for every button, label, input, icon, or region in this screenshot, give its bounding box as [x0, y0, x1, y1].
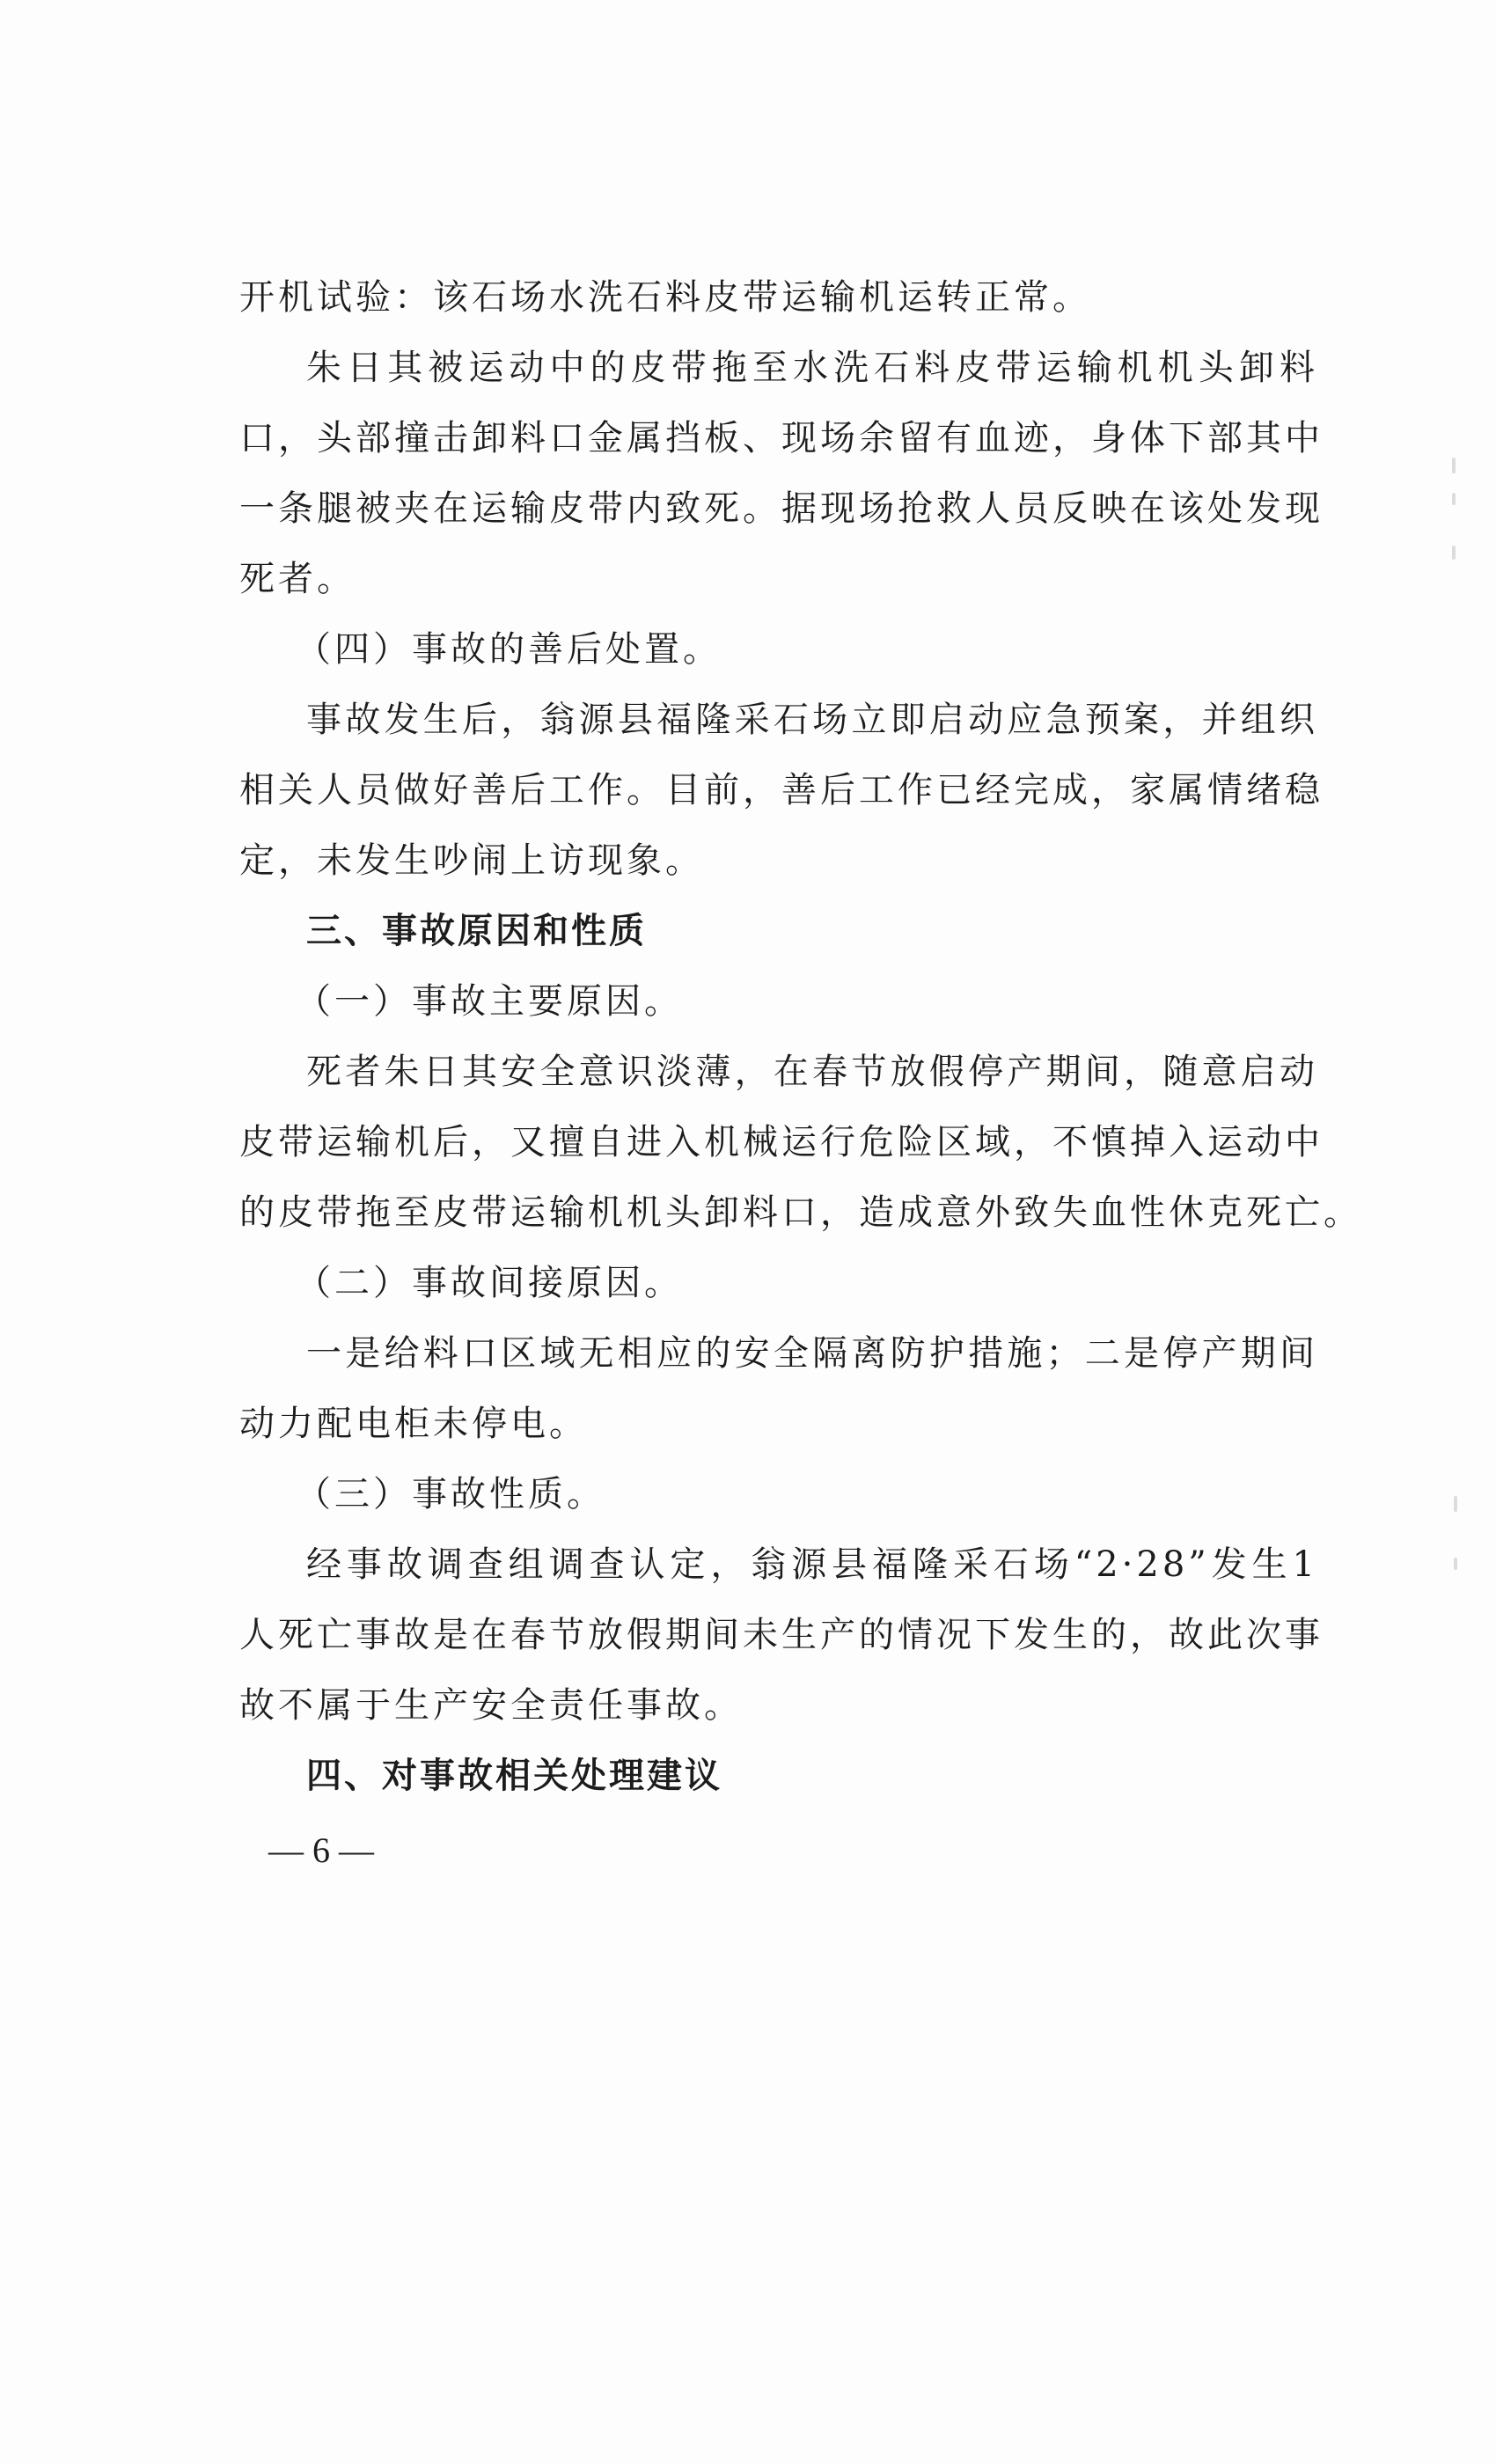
page-number: — 6 — [268, 1830, 374, 1870]
paragraph-line: 相关人员做好善后工作。目前，善后工作已经完成，家属情绪稳 [239, 770, 1324, 810]
section-heading: 三、事故原因和性质 [306, 911, 647, 951]
paragraph-line: 故不属于生产安全责任事故。 [239, 1685, 743, 1726]
paragraph-line: 一是给料口区域无相应的安全隔离防护措施；二是停产期间 [306, 1333, 1318, 1374]
section-subheading: （二）事故间接原因。 [296, 1263, 683, 1303]
scan-mark [1452, 458, 1456, 473]
paragraph-line: 事故发生后，翁源县福隆采石场立即启动应急预案，并组织 [306, 700, 1318, 740]
section-subheading: （四）事故的善后处置。 [296, 629, 722, 670]
paragraph-line: 开机试验：该石场水洗石料皮带运输机运转正常。 [239, 277, 1091, 318]
paragraph-line: 人死亡事故是在春节放假期间未生产的情况下发生的，故此次事 [239, 1615, 1324, 1655]
paragraph-line: 皮带运输机后，又擅自进入机械运行危险区域，不慎掉入运动中 [239, 1122, 1324, 1162]
scan-mark [1452, 493, 1456, 505]
section-subheading: （三）事故性质。 [296, 1474, 605, 1514]
paragraph-line: 经事故调查组调查认定，翁源县福隆采石场“2·28”发生1 [306, 1544, 1318, 1585]
paragraph-line: 动力配电柜未停电。 [239, 1404, 588, 1444]
scan-mark [1454, 1558, 1457, 1570]
paragraph-line: 朱日其被运动中的皮带拖至水洗石料皮带运输机机头卸料 [306, 348, 1318, 388]
paragraph-line: 死者朱日其安全意识淡薄，在春节放假停产期间，随意启动 [306, 1052, 1318, 1092]
scan-mark [1452, 546, 1456, 560]
paragraph-line: 定，未发生吵闹上访现象。 [239, 840, 704, 881]
scan-mark [1454, 1496, 1457, 1512]
section-subheading: （一）事故主要原因。 [296, 981, 683, 1022]
paragraph-line: 死者。 [239, 559, 356, 599]
paragraph-line: 一条腿被夹在运输皮带内致死。据现场抢救人员反映在该处发现 [239, 488, 1324, 529]
paragraph-line: 口，头部撞击卸料口金属挡板、现场余留有血迹，身体下部其中 [239, 418, 1324, 458]
paragraph-line: 的皮带拖至皮带运输机机头卸料口，造成意外致失血性休克死亡。 [239, 1192, 1362, 1233]
section-heading: 四、对事故相关处理建议 [306, 1756, 722, 1796]
